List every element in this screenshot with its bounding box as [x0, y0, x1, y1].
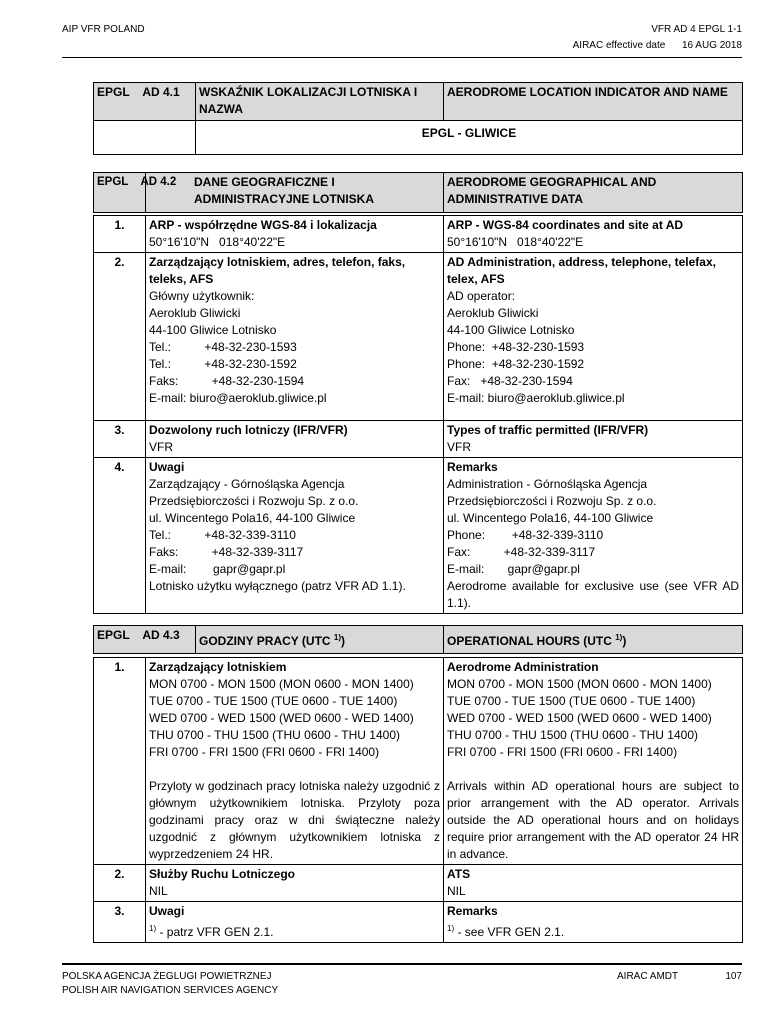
item-line: E-mail: biuro@aeroklub.gliwice.pl [447, 391, 625, 405]
item-line: ul. Wincentego Pola16, 44-100 Gliwice [149, 511, 356, 525]
cell-en [444, 865, 743, 902]
item-line: Tel.: +48-32-230-1593 [149, 340, 297, 354]
hours-line: THU 0700 - THU 1500 (THU 0600 - THU 1400) [447, 728, 698, 742]
hours-line: THU 0700 - THU 1500 (THU 0600 - THU 1400) [149, 728, 400, 742]
table-row [94, 458, 743, 614]
table-ad-4-2 [93, 172, 743, 213]
hours-line: FRI 0700 - FRI 1500 (FRI 0600 - FRI 1400) [149, 745, 380, 759]
item-line: Faks: +48-32-230-1594 [149, 374, 305, 388]
item-title: Uwagi [149, 460, 185, 474]
item-title: AD Administration, address, telephone, telefax, telex, AFS [447, 255, 716, 286]
item-value: - patrz VFR GEN 2.1. [156, 925, 274, 939]
cell-pl [146, 216, 444, 253]
row-number: 4. [94, 458, 146, 614]
item-title: Uwagi [149, 904, 185, 918]
hours-line: MON 0700 - MON 1500 (MON 0600 - MON 1400) [149, 677, 414, 691]
item-title: Types of traffic permitted (IFR/VFR) [447, 423, 649, 437]
item-title: ARP - WGS-84 coordinates and site at AD [447, 218, 684, 232]
cell-en [444, 458, 743, 614]
item-line: Tel.: +48-32-230-1592 [149, 357, 297, 371]
arrival-note: Arrivals within AD operational hours are subject to prior arrangement with the AD operator. Arrivals outside the AD operational hours and on holidays require prior arrangement with the AD operator 24 HR in advance. [447, 779, 739, 861]
row-number: 2. [94, 865, 146, 902]
item-title: Zarządzający lotniskiem [149, 660, 287, 674]
item-title: ATS [447, 867, 471, 881]
page-header [62, 22, 742, 58]
section-title-en: AERODROME GEOGRAPHICAL AND ADMINISTRATIVE DATA [444, 173, 743, 213]
table-header-row [94, 626, 743, 654]
table-ad-4-1 [93, 82, 743, 155]
section-code: EPGL AD 4.2 [94, 173, 146, 213]
table-row [94, 902, 743, 943]
header-page-ref: VFR AD 4 EPGL 1-1 [651, 24, 742, 35]
item-value: - see VFR GEN 2.1. [454, 925, 565, 939]
aerodrome-name: EPGL - GLIWICE [196, 121, 743, 155]
hours-line: WED 0700 - WED 1500 (WED 0600 - WED 1400) [149, 711, 414, 725]
page-footer [62, 963, 742, 996]
item-line: Phone: +48-32-230-1593 [447, 340, 585, 354]
section-title-pl: WSKAŹNIK LOKALIZACJI LOTNISKA I NAZWA [196, 83, 444, 121]
row-number: 1. [94, 216, 146, 253]
item-line: Przedsiębiorczości i Rozwoju Sp. z o.o. [149, 494, 359, 508]
cell-en: Remarks $^{1)}$ - see VFR GEN 2.1. [444, 902, 743, 943]
table-row [94, 658, 743, 865]
item-line: Phone: +48-32-230-1592 [447, 357, 585, 371]
item-line: Faks: +48-32-339-3117 [149, 545, 304, 559]
item-line: Phone: +48-32-339-3110 [447, 528, 604, 542]
item-title: Aerodrome Administration [447, 660, 599, 674]
item-line: Administration - Górnośląska Agencja [447, 477, 648, 491]
item-line: Aeroklub Gliwicki [149, 306, 241, 320]
arrival-note: Przyloty w godzinach pracy lotniska należy uzgodnić z głównym użytkownikiem lotniska. Przyloty poza godzinami pracy oraz w dni świąteczne należy uzgodnić z głównym użytkownikiem lotniska z wyprzedzeniem 24 HR. [149, 779, 440, 861]
item-line: 44-100 Gliwice Lotnisko [149, 323, 277, 337]
item-line: Główny użytkownik: [149, 289, 255, 303]
section-title-en: AERODROME LOCATION INDICATOR AND NAME [444, 83, 743, 121]
footer-page-number: 107 [725, 971, 742, 982]
cell-pl [146, 253, 444, 421]
cell-en [444, 421, 743, 458]
footer-org-en: POLISH AIR NAVIGATION SERVICES AGENCY [62, 985, 279, 996]
cell-pl [146, 658, 444, 865]
table-ad-4-2-body [93, 215, 743, 614]
item-line: Tel.: +48-32-339-3110 [149, 528, 296, 542]
item-line: E-mail: gapr@gapr.pl [447, 562, 580, 576]
empty-cell [94, 121, 196, 155]
table-row [94, 421, 743, 458]
item-value: VFR [149, 440, 173, 454]
item-line: 44-100 Gliwice Lotnisko [447, 323, 575, 337]
item-title: Remarks [447, 904, 498, 918]
item-line: ul. Wincentego Pola16, 44-100 Gliwice [447, 511, 654, 525]
item-line: Aeroklub Gliwicki [447, 306, 539, 320]
cell-pl [146, 421, 444, 458]
item-value: NIL [149, 884, 168, 898]
cell-pl: Uwagi $^{1)}$ - patrz VFR GEN 2.1. [146, 902, 444, 943]
item-line: Przedsiębiorczości i Rozwoju Sp. z o.o. [447, 494, 657, 508]
item-line: Lotnisko użytku wyłącznego (patrz VFR AD 1.1). [149, 579, 406, 593]
header-publication: AIP VFR POLAND [62, 24, 145, 35]
cell-pl [146, 865, 444, 902]
item-line: Zarządzający - Górnośląska Agencja [149, 477, 345, 491]
hours-line: TUE 0700 - TUE 1500 (TUE 0600 - TUE 1400) [149, 694, 398, 708]
table-ad-4-3-body [93, 657, 743, 943]
item-value: VFR [447, 440, 471, 454]
item-value: 50°16'10"N 018°40'22"E [447, 235, 584, 249]
cell-en [444, 658, 743, 865]
item-value: 50°16'10"N 018°40'22"E [149, 235, 286, 249]
item-line: E-mail: gapr@gapr.pl [149, 562, 286, 576]
item-title: Służby Ruchu Lotniczego [149, 867, 295, 881]
item-line: AD operator: [447, 289, 516, 303]
table-row [94, 121, 743, 155]
row-number: 2. [94, 253, 146, 421]
footer-org-pl: POLSKA AGENCJA ŻEGLUGI POWIETRZNEJ [62, 971, 272, 982]
section-title-pl: DANE GEOGRAFICZNE I ADMINISTRACYJNE LOTNISKA [146, 173, 444, 213]
footer-amdt: AIRAC AMDT [617, 971, 679, 982]
table-header-row [94, 83, 743, 121]
section-title-pl: GODZINY PRACY (UTC $^{1)}$) [196, 626, 444, 654]
item-title: Zarządzający lotniskiem, adres, telefon, faks, teleks, AFS [149, 255, 406, 286]
table-row [94, 865, 743, 902]
table-header-row [94, 173, 743, 213]
item-value: NIL [447, 884, 466, 898]
row-number: 3. [94, 421, 146, 458]
item-line: Aerodrome available for exclusive use (see VFR AD 1.1). [447, 579, 739, 610]
hours-line: WED 0700 - WED 1500 (WED 0600 - WED 1400) [447, 711, 712, 725]
table-ad-4-3 [93, 625, 743, 654]
hours-line: MON 0700 - MON 1500 (MON 0600 - MON 1400) [447, 677, 712, 691]
header-airac-date: AIRAC effective date 16 AUG 2018 [572, 40, 742, 51]
item-line: Fax: +48-32-230-1594 [447, 374, 573, 388]
table-row [94, 253, 743, 421]
cell-pl [146, 458, 444, 614]
hours-line: FRI 0700 - FRI 1500 (FRI 0600 - FRI 1400) [447, 745, 678, 759]
row-number: 1. [94, 658, 146, 865]
row-number: 3. [94, 902, 146, 943]
item-title: ARP - współrzędne WGS-84 i lokalizacja [149, 218, 377, 232]
cell-en [444, 253, 743, 421]
item-line: E-mail: biuro@aeroklub.gliwice.pl [149, 391, 327, 405]
table-row [94, 216, 743, 253]
item-title: Remarks [447, 460, 498, 474]
section-title-en: OPERATIONAL HOURS (UTC $^{1)}$) [444, 626, 743, 654]
hours-line: TUE 0700 - TUE 1500 (TUE 0600 - TUE 1400) [447, 694, 696, 708]
item-title: Dozwolony ruch lotniczy (IFR/VFR) [149, 423, 348, 437]
item-line: Fax: +48-32-339-3117 [447, 545, 596, 559]
section-code: EPGL AD 4.3 [94, 626, 196, 654]
cell-en [444, 216, 743, 253]
section-code: EPGL AD 4.1 [94, 83, 196, 121]
